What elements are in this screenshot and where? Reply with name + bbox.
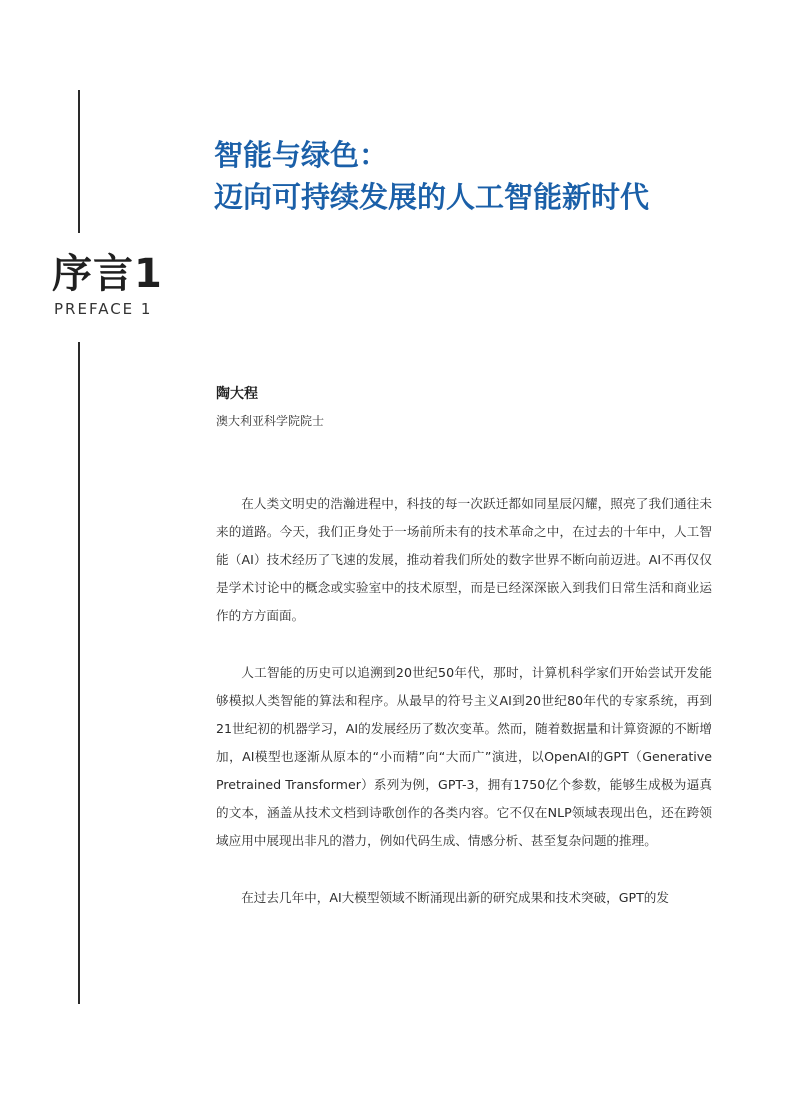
paragraph: 在过去几年中，AI大模型领域不断涌现出新的研究成果和技术突破，GPT的发 [241, 890, 669, 905]
paragraph: 人工智能的历史可以追溯到20世纪50年代，那时，计算机科学家们开始尝试开发能够模拟人类智能的算法和程序。从最早的符号主义AI到20世纪80年代的专家系统，再到21世纪初的机器学习，AI的发展经历了数次变革。然而，随着数据量和计算资源的不断增加，AI模型也逐渐从原本的“小而精”向“大而广”演进，以OpenAI的GPT（Generative Pretrained Transformer）系列为例，GPT-3，拥有1750亿个参数，能够生成极为逼真的文本，涵盖从技术文档到诗歌创作的各类内容。它不仅在NLP领域表现出色，还在跨领域应用中展现出非凡的潜力，例如代码生成、情感分析、甚至复杂问题的推理。 [216, 665, 712, 848]
vertical-rule-top [78, 90, 80, 233]
vertical-rule-bottom [78, 342, 80, 1004]
section-title: 序言1 [52, 251, 163, 297]
article-title-line-2: 迈向可持续发展的人工智能新时代 [214, 180, 650, 214]
article-body [216, 490, 712, 941]
paragraph: 在人类文明史的浩瀚进程中，科技的每一次跃迁都如同星辰闪耀，照亮了我们通往未来的道路。今天，我们正身处于一场前所未有的技术革命之中，在过去的十年中，人工智能（AI）技术经历了飞速的发展，推动着我们所处的数字世界不断向前迈进。AI不再仅仅是学术讨论中的概念或实验室中的技术原型，而是已经深深嵌入到我们日常生活和商业运作的方方面面。 [216, 496, 712, 623]
section-subtitle: PREFACE 1 [54, 300, 153, 318]
author-affiliation: 澳大利亚科学院院士 [216, 414, 325, 428]
author-name: 陶大程 [216, 386, 258, 402]
article-title [214, 134, 774, 218]
article-title-line-1: 智能与绿色： [214, 138, 389, 172]
